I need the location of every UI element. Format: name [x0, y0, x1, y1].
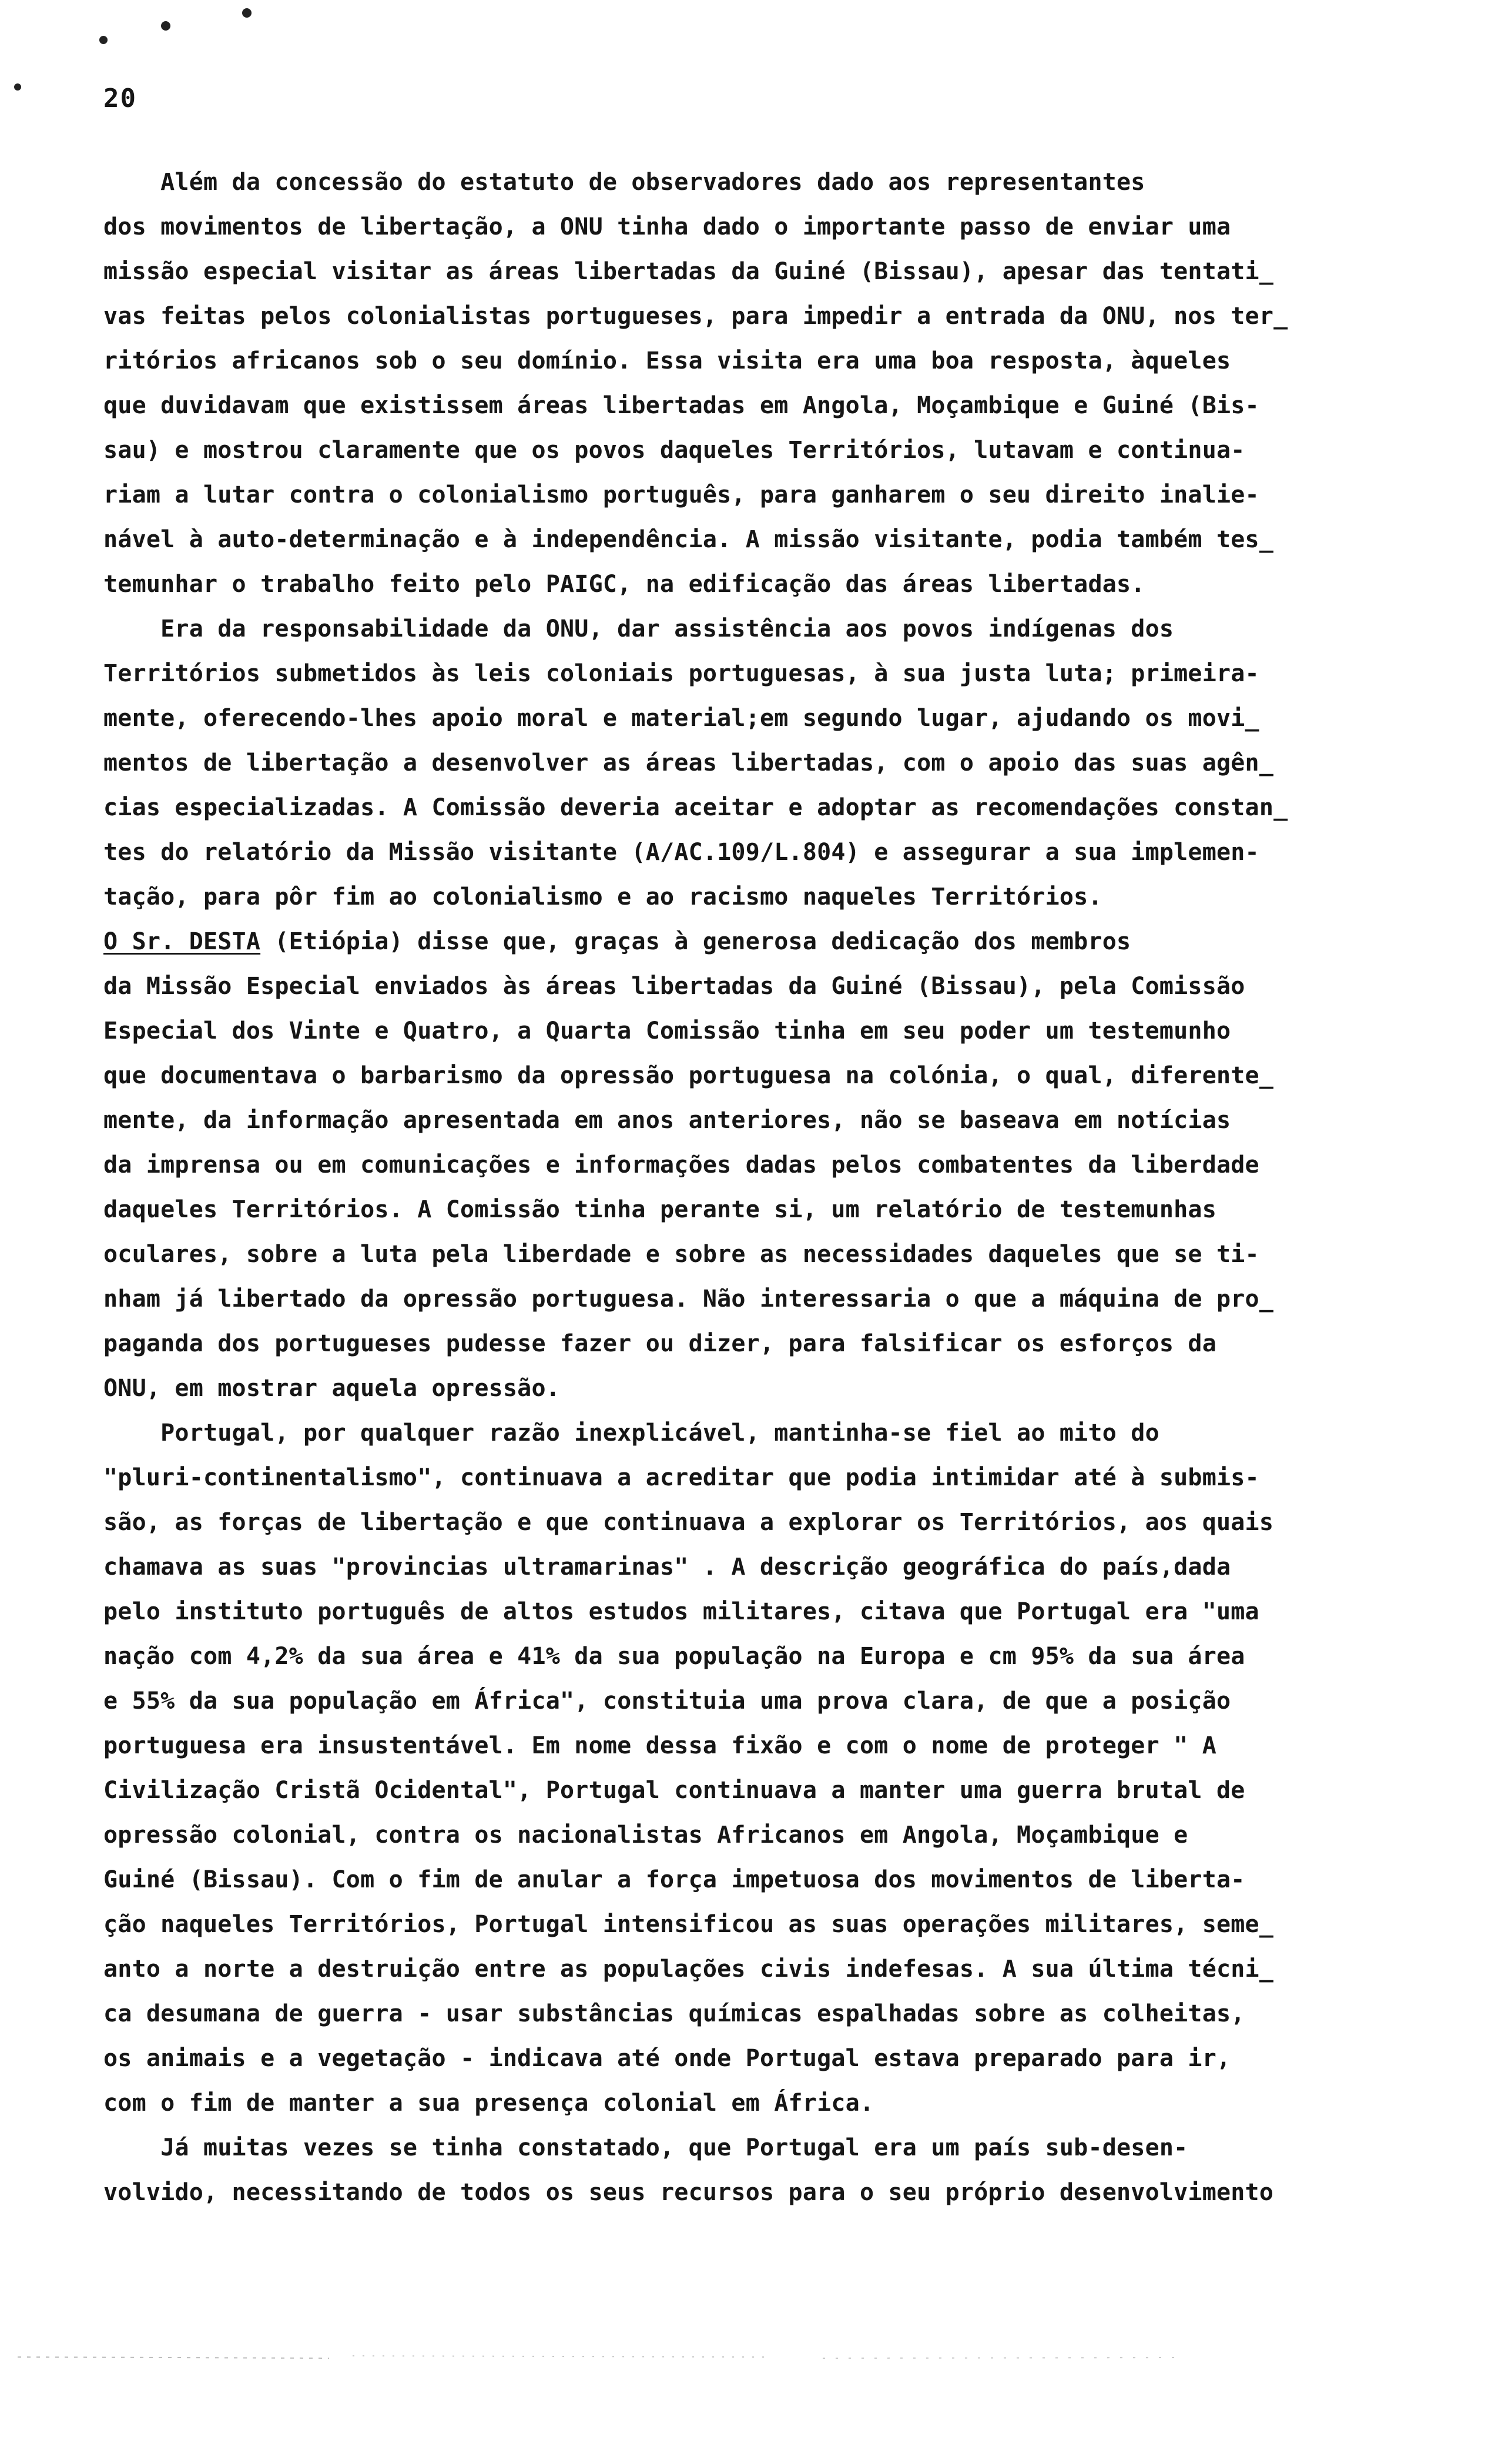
page-number: 20: [103, 83, 137, 113]
text-line: mente, oferecendo-lhes apoio moral e material;em segundo lugar, ajudando os movi_: [103, 705, 1259, 732]
text-line: opressão colonial, contra os nacionalistas Africanos em Angola, Moçambique e: [103, 1822, 1188, 1849]
text-line: ção naqueles Territórios, Portugal intensificou as suas operações militares, seme_: [103, 1911, 1274, 1938]
text-line: Além da concessão do estatuto de observadores dado aos representantes: [103, 169, 1145, 196]
text-line: que duvidavam que existissem áreas libertadas em Angola, Moçambique e Guiné (Bis-: [103, 392, 1259, 419]
text-line: Portugal, por qualquer razão inexplicável, mantinha-se fiel ao mito do: [103, 1420, 1159, 1447]
text-line: Já muitas vezes se tinha constatado, que Portugal era um país sub-desen-: [103, 2134, 1188, 2161]
text-line: Territórios submetidos às leis coloniais portuguesas, à sua justa luta; primeira-: [103, 660, 1259, 687]
text-line: sau) e mostrou claramente que os povos daqueles Territórios, lutavam e continua-: [103, 437, 1245, 464]
text-line: Era da responsabilidade da ONU, dar assistência aos povos indígenas dos: [103, 615, 1174, 642]
text-line: dos movimentos de libertação, a ONU tinha dado o importante passo de enviar uma: [103, 213, 1231, 240]
text-line: tação, para pôr fim ao colonialismo e ao racismo naqueles Territórios.: [103, 883, 1102, 910]
text-line: portuguesa era insustentável. Em nome dessa fixão e com o nome de proteger " A: [103, 1732, 1216, 1759]
text-line: nável à auto-determinação e à independência. A missão visitante, podia também tes_: [103, 526, 1274, 553]
speaker-line-text: (Etiópia) disse que, graças à generosa dedicação dos membros: [260, 928, 1131, 955]
text-line: que documentava o barbarismo da opressão portuguesa na colónia, o qual, diferente_: [103, 1062, 1274, 1089]
text-line: os animais e a vegetação - indicava até onde Portugal estava preparado para ir,: [103, 2045, 1231, 2072]
text-line: riam a lutar contra o colonialismo português, para ganharem o seu direito inalie-: [103, 481, 1259, 508]
text-line: vas feitas pelos colonialistas portugueses, para impedir a entrada da ONU, nos ter_: [103, 303, 1288, 330]
text-line: são, as forças de libertação e que continuava a explorar os Territórios, aos quais: [103, 1509, 1274, 1536]
text-line: Guiné (Bissau). Com o fim de anular a força impetuosa dos movimentos de liberta-: [103, 1866, 1245, 1893]
text-line: tes do relatório da Missão visitante (A/AC.109/L.804) e assegurar a sua implemen-: [103, 839, 1259, 866]
body-text: [103, 160, 1414, 2215]
text-line: ca desumana de guerra - usar substâncias químicas espalhadas sobre as colheitas,: [103, 2000, 1245, 2027]
scan-edge-noise: [0, 2345, 1495, 2369]
text-line: cias especializadas. A Comissão deveria aceitar e adoptar as recomendações constan_: [103, 794, 1288, 821]
text-line: Especial dos Vinte e Quatro, a Quarta Comissão tinha em seu poder um testemunho: [103, 1017, 1231, 1044]
speaker-name: O Sr. DESTA: [103, 928, 261, 955]
text-line: da imprensa ou em comunicações e informações dadas pelos combatentes da liberdade: [103, 1151, 1259, 1179]
text-line: com o fim de manter a sua presença colonial em África.: [103, 2090, 874, 2117]
text-line: temunhar o trabalho feito pelo PAIGC, na edificação das áreas libertadas.: [103, 571, 1145, 598]
text-line: anto a norte a destruição entre as populações civis indefesas. A sua última técni_: [103, 1956, 1274, 1983]
text-line: "pluri-continentalismo", continuava a acreditar que podia intimidar até à submis-: [103, 1464, 1259, 1491]
text-line: ONU, em mostrar aquela opressão.: [103, 1375, 561, 1402]
text-line: missão especial visitar as áreas libertadas da Guiné (Bissau), apesar das tentati_: [103, 258, 1274, 285]
text-line: nham já libertado da opressão portuguesa. Não interessaria o que a máquina de pro_: [103, 1285, 1274, 1313]
text-line: chamava as suas "provincias ultramarinas" . A descrição geográfica do país,dada: [103, 1554, 1231, 1581]
speaker-line: [103, 919, 1414, 964]
text-line: e 55% da sua população em África", constituia uma prova clara, de que a posição: [103, 1688, 1231, 1715]
text-line: nação com 4,2% da sua área e 41% da sua população na Europa e cm 95% da sua área: [103, 1643, 1245, 1670]
text-line: pelo instituto português de altos estudos militares, citava que Portugal era "uma: [103, 1598, 1259, 1625]
text-line: paganda dos portugueses pudesse fazer ou dizer, para falsificar os esforços da: [103, 1330, 1216, 1357]
text-line: ritórios africanos sob o seu domínio. Essa visita era uma boa resposta, àqueles: [103, 347, 1231, 374]
scan-specks: [0, 0, 1495, 153]
text-line: da Missão Especial enviados às áreas libertadas da Guiné (Bissau), pela Comissão: [103, 973, 1245, 1000]
text-line: oculares, sobre a luta pela liberdade e sobre as necessidades daqueles que se ti-: [103, 1241, 1259, 1268]
text-line: mente, da informação apresentada em anos anteriores, não se baseava em notícias: [103, 1107, 1231, 1134]
text-line: daqueles Territórios. A Comissão tinha perante si, um relatório de testemunhas: [103, 1196, 1216, 1223]
text-line: mentos de libertação a desenvolver as áreas libertadas, com o apoio das suas agên_: [103, 749, 1274, 776]
text-line: volvido, necessitando de todos os seus recursos para o seu próprio desenvolvimento: [103, 2179, 1274, 2206]
text-line: Civilização Cristã Ocidental", Portugal continuava a manter uma guerra brutal de: [103, 1777, 1245, 1804]
